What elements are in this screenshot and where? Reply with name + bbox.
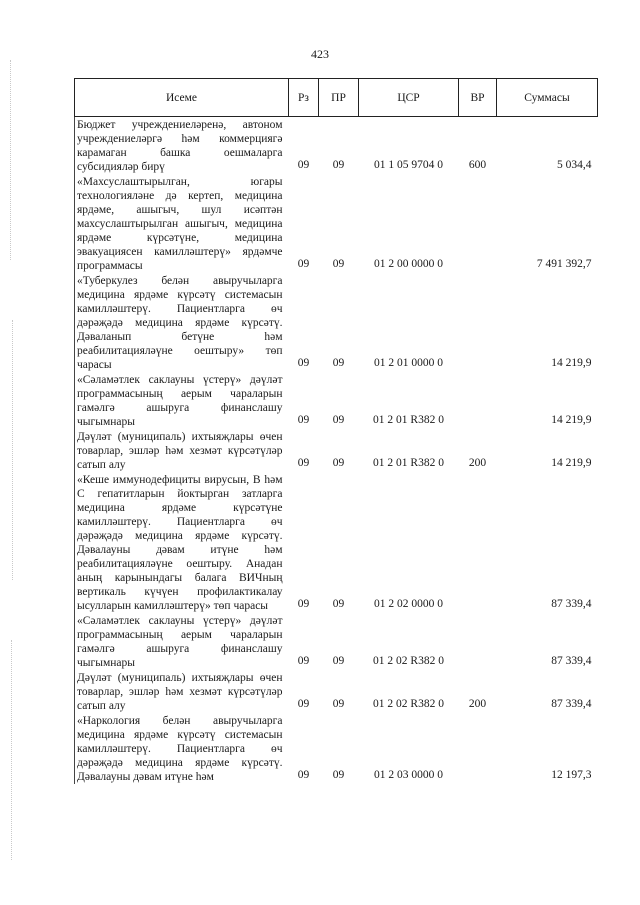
row-csr: 01 2 01 R382 0: [373, 414, 444, 426]
row-name: Дәүләт (муниципаль) ихтыяҗлары өчен товарлар, эшләр һәм хезмәт күрсәтүләр сатып алу: [75, 429, 289, 472]
row-rz: 09: [297, 769, 310, 781]
row-rz: 09: [297, 159, 310, 171]
row-name: «Наркология белән авыручыларга медицина ярдәме күрсәтү системасын камилләштерү. Пациентларга өч дәрәҗәдә медицина ярдәме күрсәтү. Дәвалауны дәвам итүне һәм: [75, 713, 289, 784]
column-header-sum: Суммасы: [497, 79, 598, 117]
table-row: [75, 613, 598, 670]
row-sum: 14 219,9: [551, 414, 592, 426]
row-rz: 09: [297, 655, 310, 667]
row-pr: 09: [332, 698, 345, 710]
column-header-rz: Рз: [289, 79, 319, 117]
row-sum: 5 034,4: [557, 159, 592, 171]
scan-margin-mark: [11, 640, 12, 860]
row-sum: 12 197,3: [551, 769, 592, 781]
row-name: «Махсуслаштырылган, югары технологияләне дә кертеп, медицина ярдәме, ашыгыч, шул исәптән махсуслаштырылган ашыгыч, медицина ярдәме күрсәтүне, медицина эвакуациясен камилләштерү» ярдәмче программасы: [75, 174, 289, 273]
row-csr: 01 2 02 0000 0: [374, 598, 443, 610]
table-row: [75, 472, 598, 613]
row-rz: 09: [297, 598, 310, 610]
table-header-row: [75, 79, 598, 117]
row-csr: 01 2 01 R382 0: [373, 457, 444, 469]
row-name: Бюджет учреждениеләренә, автоном учреждениеләргә һәм коммерциягә карамаган башка оешмаларга субсидияләр бирү: [75, 117, 289, 175]
row-rz: 09: [297, 414, 310, 426]
row-pr: 09: [332, 414, 345, 426]
column-header-pr: ПР: [319, 79, 359, 117]
row-pr: 09: [332, 357, 345, 369]
column-header-csr: ЦСР: [359, 79, 459, 117]
row-pr: 09: [332, 769, 345, 781]
row-csr: 01 2 02 R382 0: [373, 655, 444, 667]
row-vr: 200: [468, 457, 487, 469]
row-pr: 09: [332, 258, 345, 270]
table-row: [75, 670, 598, 713]
row-vr: 200: [468, 698, 487, 710]
row-rz: 09: [297, 457, 310, 469]
row-csr: 01 2 01 0000 0: [374, 357, 443, 369]
page-number: 423: [311, 47, 329, 61]
row-csr: 01 2 03 0000 0: [374, 769, 443, 781]
row-sum: 87 339,4: [551, 655, 592, 667]
row-sum: 87 339,4: [551, 598, 592, 610]
row-sum: 14 219,9: [551, 357, 592, 369]
row-name: «Кеше иммунодефициты вирусын, В һәм С гепатитларын йоктырган затларга медицина ярдәме күрсәтүне камилләштерү. Пациентларга өч дәрәҗәдә медицина ярдәме күрсәтү. Дәвалауны дәвам итүне һәм реабилитацияләүне оештыру. Анадан аның карынындагы балага ВИЧның вертикаль күчүен профилактикалау ысулларын камилләштерү» төп чарасы: [75, 472, 289, 613]
row-sum: 87 339,4: [551, 698, 592, 710]
table-row: [75, 273, 598, 372]
row-rz: 09: [297, 258, 310, 270]
row-csr: 01 1 05 9704 0: [374, 159, 443, 171]
row-vr: [459, 713, 497, 784]
row-name: Дәүләт (муниципаль) ихтыяҗлары өчен товарлар, эшләр һәм хезмәт күрсәтүләр сатып алу: [75, 670, 289, 713]
column-header-vr: ВР: [459, 79, 497, 117]
row-rz: 09: [297, 357, 310, 369]
row-vr: 600: [468, 159, 487, 171]
scan-margin-mark: [10, 60, 11, 260]
row-pr: 09: [332, 655, 345, 667]
row-sum: 14 219,9: [551, 457, 592, 469]
budget-table: [74, 78, 598, 784]
row-name: «Туберкулез белән авыручыларга медицина ярдәме күрсәтү системасын камилләштерү. Пациентларга өч дәрәҗәдә медицина ярдәме күрсәтү. Дәваланып бетүне һәм реабилитацияләүне оештыру» төп чарасы: [75, 273, 289, 372]
row-vr: [459, 174, 497, 273]
row-vr: [459, 472, 497, 613]
row-name: «Сәламәтлек саклауны үстерү» дәүләт программасының аерым чараларын гамәлгә ашыруга финанслашу чыгымнары: [75, 613, 289, 670]
row-name: «Сәламәтлек саклауны үстерү» дәүләт программасының аерым чараларын гамәлгә ашыруга финанслашу чыгымнары: [75, 372, 289, 429]
row-vr: [459, 613, 497, 670]
table-row: [75, 713, 598, 784]
table-row: [75, 372, 598, 429]
scan-margin-mark: [12, 320, 13, 580]
row-sum: 7 491 392,7: [536, 258, 592, 270]
table-row: [75, 429, 598, 472]
row-pr: 09: [332, 457, 345, 469]
table-row: [75, 117, 598, 175]
row-vr: [459, 372, 497, 429]
column-header-name: Исеме: [75, 79, 289, 117]
row-csr: 01 2 02 R382 0: [373, 698, 444, 710]
table-row: [75, 174, 598, 273]
row-rz: 09: [297, 698, 310, 710]
row-pr: 09: [332, 598, 345, 610]
row-vr: [459, 273, 497, 372]
row-pr: 09: [332, 159, 345, 171]
row-csr: 01 2 00 0000 0: [374, 258, 443, 270]
